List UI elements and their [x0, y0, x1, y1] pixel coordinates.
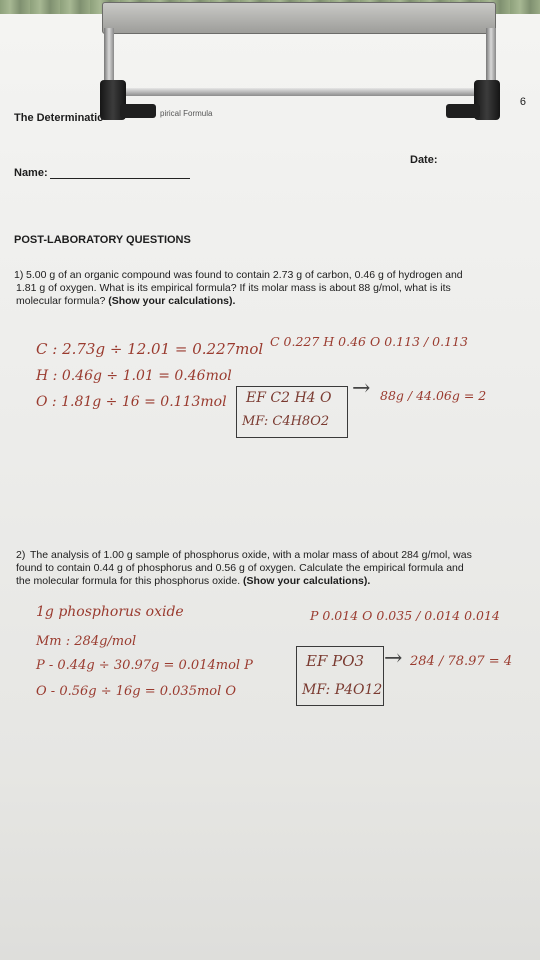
q1-hw-hydrogen: H : 0.46g ÷ 1.01 = 0.46mol — [36, 368, 232, 384]
q2-hw-mass-ratio: 284 / 78.97 = 4 — [410, 654, 513, 669]
name-field-line — [50, 178, 190, 179]
q1-line-2: 1.81 g of oxygen. What is its empirical formula? If its molar mass is about 88 g/mol, what is its — [16, 282, 451, 294]
q1-hw-oxygen: O : 1.81g ÷ 16 = 0.113mol — [36, 394, 227, 410]
clipboard-plate — [102, 2, 496, 34]
q2-number: 2) — [16, 549, 26, 561]
q2-emphasis: (Show your calculations). — [243, 575, 371, 587]
q2-arrow: → — [384, 646, 403, 671]
worksheet-paper — [0, 14, 540, 960]
page-number: 6 — [519, 96, 526, 108]
q1-hw-carbon: C : 2.73g ÷ 12.01 = 0.227mol — [36, 340, 264, 358]
clipboard-foot-right — [446, 104, 480, 118]
q2-hw-ratio: P 0.014 O 0.035 / 0.014 0.014 — [310, 608, 500, 623]
q1-hw-mass-ratio: 88g / 44.06g = 2 — [380, 388, 487, 403]
page-title: The Determinatic — [14, 112, 104, 124]
q2-hw-phosphorus: P - 0.44g ÷ 30.97g = 0.014mol P — [36, 658, 253, 673]
q2-hw-molecular-formula: MF: P4O12 — [302, 682, 383, 698]
q1-hw-molecular-formula: MF: C4H8O2 — [242, 414, 330, 429]
q1-number: 1) — [14, 269, 24, 281]
section-heading: POST-LABORATORY QUESTIONS — [14, 234, 191, 246]
q2-hw-sample: 1g phosphorus oxide — [36, 604, 184, 620]
page-title-obscured: pirical Formula — [160, 109, 213, 118]
q2-hw-molar-mass: Mm : 284g/mol — [36, 634, 137, 649]
q1-arrow: → — [352, 376, 371, 401]
date-label: Date: — [410, 154, 438, 166]
q1-hw-empirical-formula: EF C2 H4 O — [246, 390, 332, 406]
q2-hw-empirical-formula: EF PO3 — [306, 652, 365, 670]
q2-line-3: the molecular formula for this phosphorus oxide. (Show your calculations). — [16, 575, 371, 587]
clipboard-wire-bar — [110, 88, 490, 96]
q1-line-1: 5.00 g of an organic compound was found to contain 2.73 g of carbon, 0.46 g of hydrogen and — [26, 269, 463, 281]
q1-emphasis: (Show your calculations). — [108, 295, 236, 307]
name-label: Name: — [14, 167, 48, 179]
q1-line-3: molecular formula? (Show your calculations). — [16, 295, 236, 307]
clipboard-foot-left — [120, 104, 156, 118]
q2-line-2: found to contain 0.44 g of phosphorus and 0.56 g of oxygen. Calculate the empirical formula and — [16, 562, 464, 574]
q1-hw-ratio: C 0.227 H 0.46 O 0.113 / 0.113 — [270, 334, 468, 349]
q2-line-1: The analysis of 1.00 g sample of phosphorus oxide, with a molar mass of about 284 g/mol, was — [30, 549, 472, 561]
q2-hw-oxygen: O - 0.56g ÷ 16g = 0.035mol O — [36, 684, 237, 699]
